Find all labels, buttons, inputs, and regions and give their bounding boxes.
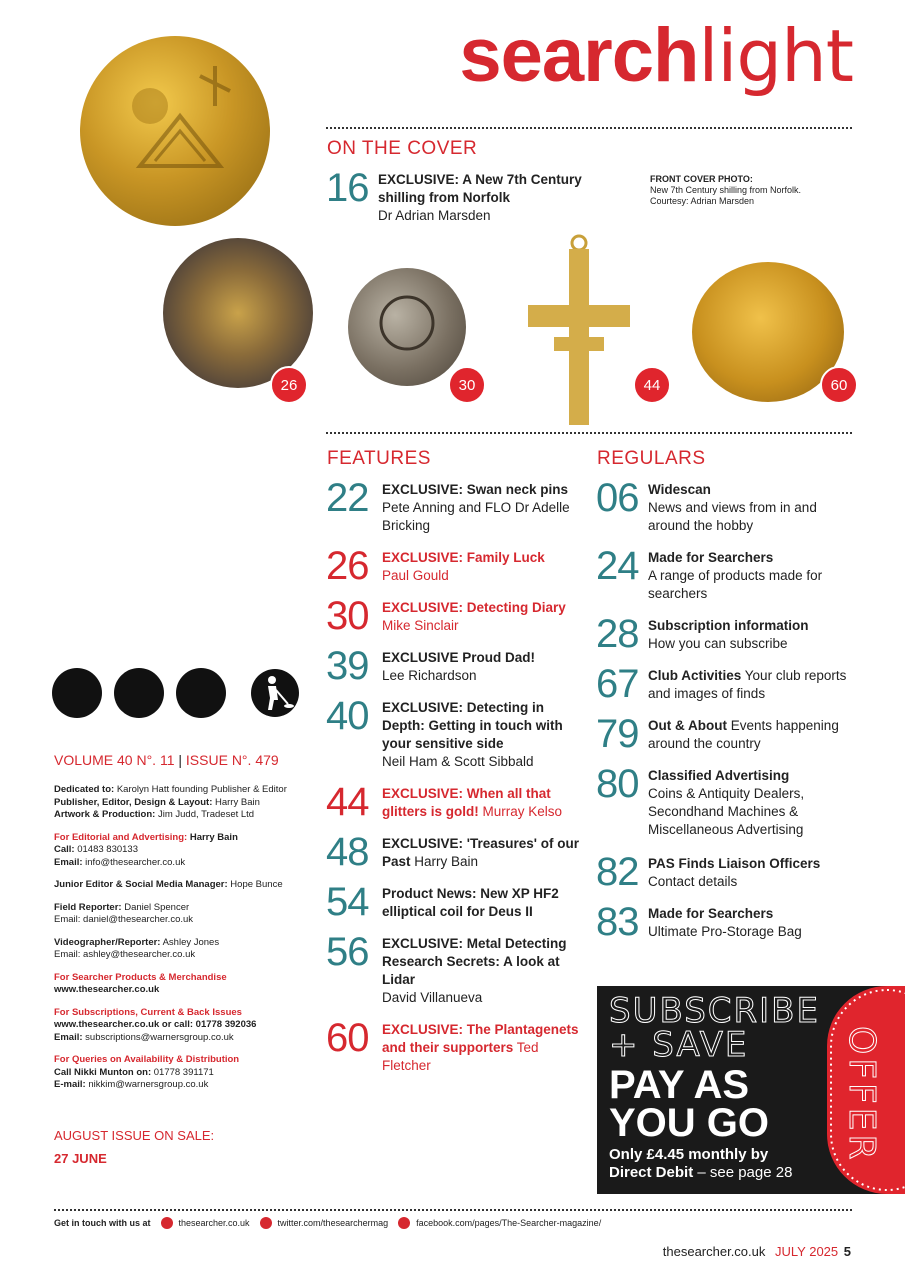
feature-entry[interactable] bbox=[326, 780, 581, 824]
regular-title: Widescan bbox=[648, 482, 711, 497]
feature-page-number: 30 bbox=[326, 594, 369, 638]
dot-icon bbox=[114, 668, 164, 718]
feature-entry[interactable] bbox=[326, 544, 581, 588]
badge-60[interactable]: 60 bbox=[820, 366, 858, 404]
feature-title: EXCLUSIVE: Detecting in Depth: Getting in touch with your sensitive side bbox=[382, 700, 563, 751]
dot-icon bbox=[52, 668, 102, 718]
masthead: searchlight bbox=[459, 13, 853, 98]
feature-page-number: 54 bbox=[326, 880, 369, 924]
cover-title: EXCLUSIVE: A New 7th Century shilling from Norfolk bbox=[378, 172, 582, 205]
feature-author: Lee Richardson bbox=[382, 668, 477, 683]
feature-author: Mike Sinclair bbox=[382, 618, 459, 633]
feature-title: EXCLUSIVE: Metal Detecting Research Secrets: A look at Lidar bbox=[382, 936, 567, 987]
feature-page-number: 40 bbox=[326, 694, 369, 738]
feature-entry[interactable] bbox=[326, 644, 581, 688]
regular-entry[interactable] bbox=[596, 544, 858, 603]
regular-entry[interactable] bbox=[596, 612, 858, 656]
price-line: Only £4.45 monthly by bbox=[609, 1146, 769, 1163]
feature-page-number: 44 bbox=[326, 780, 369, 824]
regular-page-number: 79 bbox=[596, 712, 639, 756]
feature-author: Paul Gould bbox=[382, 568, 449, 583]
twitter-link[interactable]: twitter.com/thesearchermag bbox=[277, 1218, 389, 1228]
regular-description: News and views from in and around the hobby bbox=[648, 500, 817, 533]
page-footer: thesearcher.co.uk JULY 2025 5 bbox=[662, 1244, 851, 1259]
you-go-line: YOU GO bbox=[609, 1101, 770, 1145]
regular-page-number: 28 bbox=[596, 612, 639, 656]
feature-page-number: 60 bbox=[326, 1016, 369, 1060]
dot-icon bbox=[176, 668, 226, 718]
regular-description: Events happening around the country bbox=[648, 718, 839, 751]
feature-author: Harry Bain bbox=[410, 854, 479, 869]
regulars-heading: REGULARS bbox=[597, 448, 706, 469]
regular-title: Out & About bbox=[648, 718, 727, 733]
cover-page-number: 16 bbox=[326, 166, 369, 210]
silver-coin-image bbox=[348, 268, 466, 386]
cover-entry[interactable] bbox=[326, 166, 626, 225]
gold-cross-image bbox=[524, 233, 634, 428]
subscribe-offer-box[interactable] bbox=[597, 986, 905, 1194]
feature-entry[interactable] bbox=[326, 594, 581, 638]
subscribe-line: SUBSCRIBE bbox=[609, 991, 820, 1031]
regular-page-number: 83 bbox=[596, 900, 639, 944]
website-icon bbox=[161, 1217, 173, 1229]
feature-author: Pete Anning and FLO Dr Adelle Bricking bbox=[382, 500, 570, 533]
feature-author: Neil Ham & Scott Sibbald bbox=[382, 754, 534, 769]
on-sale-date: 27 JUNE bbox=[54, 1151, 107, 1166]
credits-block: Dedicated to: Karolyn Hatt founding Publisher & Editor Publisher, Editor, Design & Layout: Harry Bain Artwork & Production: Jim Judd, Tradeset Ltd For Editorial and Advertising: Harry Bain Call: 01483 830133 Email: info@thesearcher.co.uk Junior Editor & Social Media Manager: Hope Bunce Field Reporter: Daniel Spencer Email: daniel@thesearcher.co.uk Videographer/Reporter: Ashley Jones Email: ashley@thesearcher.co.uk For Searcher Products & Merchandise www.thesearcher.co.uk For Subscriptions, Current & Back Issues www.thesearcher.co.uk or call: 01778 392036 Email: subscriptions@warnersgroup.co.uk For Queries on Availability & Distribution Call Nikki Munton on: 01778 391171 E-mail: nikkim@warnersgroup.co.uk bbox=[54, 784, 287, 1090]
offer-panel bbox=[827, 986, 905, 1194]
regular-title: PAS Finds Liaison Officers bbox=[648, 856, 821, 871]
feature-page-number: 39 bbox=[326, 644, 369, 688]
regular-entry[interactable] bbox=[596, 712, 858, 756]
feature-title: EXCLUSIVE: 'Treasures' of our Past bbox=[382, 836, 579, 869]
on-the-cover-heading: ON THE COVER bbox=[327, 138, 478, 159]
regular-entry[interactable] bbox=[596, 850, 858, 894]
feature-author: Ted Fletcher bbox=[382, 1040, 539, 1073]
feature-title: EXCLUSIVE: Detecting Diary bbox=[382, 600, 566, 615]
regular-title: Subscription information bbox=[648, 618, 809, 633]
offer-text: OFFER bbox=[841, 1026, 882, 1164]
feature-title: EXCLUSIVE Proud Dad! bbox=[382, 650, 536, 665]
facebook-link[interactable]: facebook.com/pages/The-Searcher-magazine/ bbox=[416, 1218, 602, 1228]
feature-title: EXCLUSIVE: Family Luck bbox=[382, 550, 545, 565]
detectorist-logo-icon bbox=[250, 668, 300, 718]
front-cover-photo-credit: FRONT COVER PHOTO: New 7th Century shilling from Norfolk. Courtesy: Adrian Marsden bbox=[650, 174, 802, 206]
feature-entry[interactable] bbox=[326, 830, 581, 874]
regular-title: Made for Searchers bbox=[648, 906, 774, 921]
divider-top bbox=[326, 127, 852, 129]
feature-entry[interactable] bbox=[326, 930, 581, 1007]
regular-description: Your club reports and images of finds bbox=[648, 668, 847, 701]
on-sale-label: AUGUST ISSUE ON SALE: bbox=[54, 1128, 215, 1143]
website-link[interactable]: thesearcher.co.uk bbox=[178, 1218, 250, 1228]
regular-title: Club Activities bbox=[648, 668, 742, 683]
regular-description: A range of products made for searchers bbox=[648, 568, 823, 601]
regular-description: Ultimate Pro-Storage Bag bbox=[648, 924, 802, 939]
feature-author: Murray Kelso bbox=[478, 804, 563, 819]
regular-page-number: 80 bbox=[596, 762, 639, 806]
pay-as-line: PAY AS bbox=[609, 1063, 750, 1107]
divider-bottom bbox=[54, 1209, 852, 1211]
regular-entry[interactable] bbox=[596, 762, 858, 839]
cover-author: Dr Adrian Marsden bbox=[378, 208, 491, 223]
divider-middle bbox=[326, 432, 852, 434]
regular-description: How you can subscribe bbox=[648, 636, 788, 651]
feature-entry[interactable] bbox=[326, 1016, 581, 1075]
twitter-icon bbox=[260, 1217, 272, 1229]
feature-page-number: 56 bbox=[326, 930, 369, 974]
gold-shilling-image bbox=[80, 36, 270, 226]
direct-debit-line: Direct Debit – see page 28 bbox=[609, 1164, 793, 1181]
contact-bar: Get in touch with us at thesearcher.co.uk twitter.com/thesearchermag facebook.com/pages/The-Searcher-magazine/ bbox=[54, 1218, 602, 1228]
regular-page-number: 67 bbox=[596, 662, 639, 706]
feature-entry[interactable] bbox=[326, 476, 581, 535]
regular-description: Contact details bbox=[648, 874, 738, 889]
volume-line: VOLUME 40 N°. 11 | ISSUE N°. 479 bbox=[54, 752, 279, 768]
regular-title: Classified Advertising bbox=[648, 768, 790, 783]
badge-44[interactable]: 44 bbox=[633, 366, 671, 404]
feature-author: David Villanueva bbox=[382, 990, 483, 1005]
regular-entry[interactable] bbox=[596, 476, 858, 535]
feature-title: EXCLUSIVE: The Plantagenets and their supporters bbox=[382, 1022, 579, 1055]
regular-entry[interactable] bbox=[596, 900, 858, 944]
features-heading: FEATURES bbox=[327, 448, 431, 469]
feature-title: Product News: New XP HF2 elliptical coil for Deus II bbox=[382, 886, 559, 919]
feature-entry[interactable] bbox=[326, 694, 581, 771]
save-line: + SAVE bbox=[609, 1025, 749, 1065]
regular-entry[interactable] bbox=[596, 662, 858, 706]
regular-page-number: 06 bbox=[596, 476, 639, 520]
regular-description: Coins & Antiquity Dealers, Secondhand Machines & Miscellaneous Advertising bbox=[648, 786, 805, 837]
facebook-icon bbox=[398, 1217, 410, 1229]
feature-entry[interactable] bbox=[326, 880, 581, 924]
regular-page-number: 82 bbox=[596, 850, 639, 894]
badge-30[interactable]: 30 bbox=[448, 366, 486, 404]
feature-page-number: 22 bbox=[326, 476, 369, 520]
feature-title: EXCLUSIVE: Swan neck pins bbox=[382, 482, 569, 497]
regular-page-number: 24 bbox=[596, 544, 639, 588]
regular-title: Made for Searchers bbox=[648, 550, 774, 565]
feature-page-number: 26 bbox=[326, 544, 369, 588]
feature-title: EXCLUSIVE: When all that glitters is gold! bbox=[382, 786, 551, 819]
badge-26[interactable]: 26 bbox=[270, 366, 308, 404]
feature-page-number: 48 bbox=[326, 830, 369, 874]
